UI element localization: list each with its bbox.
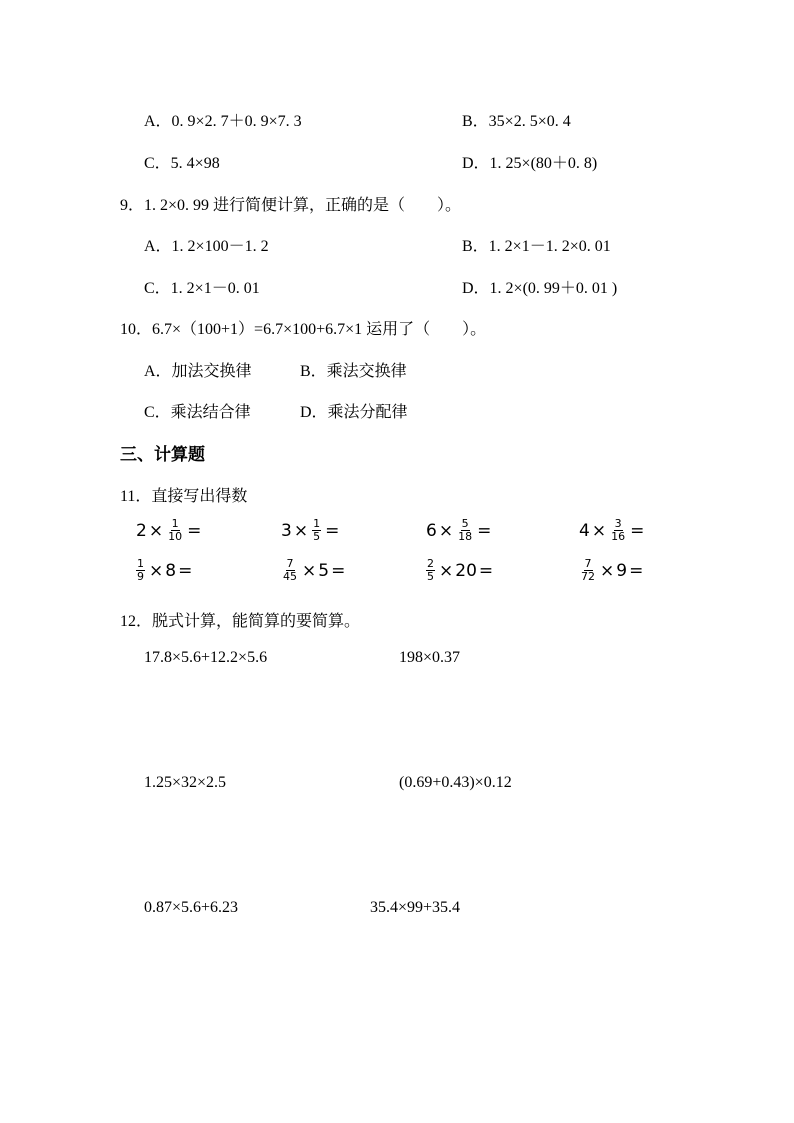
q11-int: 4 xyxy=(579,520,590,541)
fraction xyxy=(282,558,298,583)
numerator: 7 xyxy=(286,557,294,570)
q11-int: 20 xyxy=(455,560,477,581)
q11-int: 6 xyxy=(426,520,437,541)
equals-sign: = xyxy=(331,560,346,581)
q9-stem: 9．1. 2×0. 99 进行简便计算，正确的是（ ）。 xyxy=(120,197,462,214)
q9-option-b: B．1. 2×1－1. 2×0. 01 xyxy=(462,238,611,255)
numerator: 7 xyxy=(584,557,592,570)
q11-item-4 xyxy=(579,518,646,543)
denominator: 5 xyxy=(313,530,321,543)
q12-item-4: (0.69+0.43)×0.12 xyxy=(399,774,512,791)
q11-int: 5 xyxy=(318,560,330,581)
equals-sign: = xyxy=(477,520,492,541)
denominator: 18 xyxy=(458,530,473,543)
q11-item-3 xyxy=(426,518,493,543)
q9-option-d: D．1. 2×(0. 99＋0. 01 ) xyxy=(462,280,618,297)
fraction xyxy=(136,558,145,583)
q8-option-d: D．1. 25×(80＋0. 8) xyxy=(462,155,598,172)
q12-item-5: 0.87×5.6+6.23 xyxy=(144,899,239,916)
q11-item-8 xyxy=(578,558,645,583)
times-sign: × xyxy=(302,560,317,581)
times-sign: × xyxy=(438,520,454,541)
fraction xyxy=(426,558,435,583)
q11-item-1 xyxy=(136,518,203,543)
times-sign: × xyxy=(293,520,309,541)
equals-sign: = xyxy=(325,520,340,541)
fraction xyxy=(610,518,626,543)
q11-int: 3 xyxy=(281,520,292,541)
q10-option-a: A．加法交换律 xyxy=(144,363,252,380)
times-sign: × xyxy=(600,560,615,581)
numerator: 5 xyxy=(461,517,469,530)
q8-option-c: C．5. 4×98 xyxy=(144,155,220,172)
fraction xyxy=(457,518,473,543)
numerator: 1 xyxy=(137,557,144,570)
fraction xyxy=(580,558,596,583)
times-sign: × xyxy=(439,560,454,581)
q8-option-b: B．35×2. 5×0. 4 xyxy=(462,113,571,130)
times-sign: × xyxy=(148,520,164,541)
q12-item-2: 198×0.37 xyxy=(399,649,461,666)
equals-sign: = xyxy=(630,520,645,541)
q10-option-d: D．乘法分配律 xyxy=(300,404,408,421)
equals-sign: = xyxy=(187,520,202,541)
equals-sign: = xyxy=(629,560,644,581)
numerator: 3 xyxy=(614,517,622,530)
numerator: 2 xyxy=(427,557,434,570)
denominator: 45 xyxy=(283,570,297,583)
q9-option-a: A．1. 2×100－1. 2 xyxy=(144,238,269,255)
q10-option-b: B．乘法交换律 xyxy=(300,363,407,380)
q12-stem: 12．脱式计算，能简算的要简算。 xyxy=(120,613,361,630)
times-sign: × xyxy=(149,560,164,581)
fraction xyxy=(167,518,183,543)
section-title: 三、计算题 xyxy=(120,445,205,465)
denominator: 72 xyxy=(581,570,595,583)
q12-item-6: 35.4×99+35.4 xyxy=(370,899,461,916)
q11-int: 2 xyxy=(136,520,147,541)
times-sign: × xyxy=(591,520,607,541)
q11-item-6 xyxy=(280,558,347,583)
q9-option-c: C．1. 2×1－0. 01 xyxy=(144,280,260,297)
q12-item-3: 1.25×32×2.5 xyxy=(144,774,227,791)
q12-item-1: 17.8×5.6+12.2×5.6 xyxy=(144,649,268,666)
denominator: 16 xyxy=(611,530,626,543)
fraction xyxy=(312,518,321,543)
q11-item-2 xyxy=(281,518,341,543)
q10-option-c: C．乘法结合律 xyxy=(144,404,251,421)
q11-stem: 11．直接写出得数 xyxy=(120,488,248,505)
numerator: 1 xyxy=(313,517,321,530)
equals-sign: = xyxy=(478,560,494,581)
q11-item-7 xyxy=(424,558,495,583)
q11-item-5 xyxy=(134,558,194,583)
q10-stem: 10．6.7×（100+1）=6.7×100+6.7×1 运用了（ ）。 xyxy=(120,321,487,338)
denominator: 5 xyxy=(427,570,434,583)
denominator: 10 xyxy=(168,530,183,543)
q11-int: 9 xyxy=(616,560,628,581)
equals-sign: = xyxy=(178,560,193,581)
denominator: 9 xyxy=(137,570,144,583)
numerator: 1 xyxy=(171,517,179,530)
q11-int: 8 xyxy=(165,560,177,581)
q8-option-a: A．0. 9×2. 7＋0. 9×7. 3 xyxy=(144,113,302,130)
